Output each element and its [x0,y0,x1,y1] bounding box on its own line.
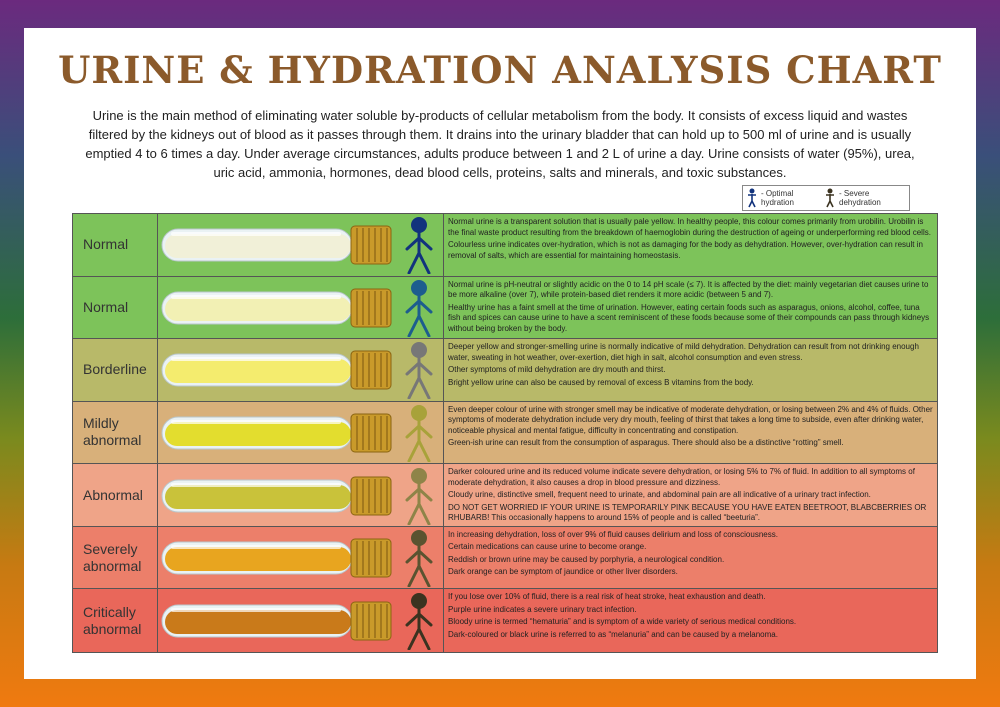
description-paragraph: In increasing dehydration, loss of over 9% of fluid causes delirium and loss of consciousness. [448,529,778,539]
description-paragraph: DO NOT GET WORRIED IF YOUR URINE IS TEMPORARILY PINK BECAUSE YOU HAVE EATEN BEETROOT, BLABCBERRIES OR RHUBARB! This occasionally happens to around 15% of people and is called “beeturia”. [448,502,927,523]
row-description [443,464,937,526]
table-row [73,464,937,527]
person-icon [399,341,439,399]
description-paragraph: Purple urine indicates a severe urinary tract infection. [448,604,637,614]
description-paragraph: Bright yellow urine can also be caused by removal of excess B vitamins from the body. [448,377,754,387]
row-label: Critically abnormal [73,589,158,652]
person-icon-blue [747,188,757,208]
urine-tube [161,474,393,518]
person-icon [399,529,439,587]
urine-tube [161,348,393,392]
row-description [443,277,937,339]
row-label: Normal [73,277,158,339]
person-icon [399,404,439,462]
description-paragraph: If you lose over 10% of fluid, there is a real risk of heat stroke, heat exhaustion and death. [448,592,766,602]
description-paragraph: Certain medications can cause urine to become orange. [448,542,647,552]
row-label: Abnormal [73,464,158,526]
table-row [73,214,937,277]
row-label: Mildly abnormal [73,402,158,464]
person-icon [399,467,439,525]
row-description [443,339,937,401]
person-icon [399,216,439,274]
content-area [24,28,976,679]
urine-tube [161,223,393,267]
description-paragraph: Normal urine is pH-neutral or slightly acidic on the 0 to 14 pH scale (≤ 7). It is affected by the diet: mainly vegetarian diet causes urine to be more alkaline (over 7), while protein-based diet renders it more acidic (between 5 and 7). [448,279,929,300]
copyright-footer: © C3 LLC 2014. This information is provided for education only and does not constitute medical advice [739,671,966,677]
description-paragraph: Green-ish urine can result from the consumption of asparagus. There should also be a distinctive “rotting” smell. [448,438,844,448]
row-description [443,589,937,652]
row-label: Normal [73,214,158,276]
table-row [73,402,937,465]
description-paragraph: Reddish or brown urine may be caused by porphyria, a neurological condition. [448,554,725,564]
row-description [443,527,937,589]
legend-optimal: - Optimal hydration [761,189,794,207]
description-paragraph: Even deeper colour of urine with stronger smell may be indicative of moderate dehydration, or losing between 2% and 4% of fluids. Other symptoms of moderate dehydration include very dry mouth, feeling of thirst that takes a long time to subside, even after drinking water, noticeable physical and mental fatigue, difficulty in concentrating and constipation. [448,404,933,435]
legend [742,185,910,211]
table-row [73,277,937,340]
description-paragraph: Dark-coloured or black urine is referred to as “melanuria” and can be caused by a melanoma. [448,629,778,639]
description-paragraph: Dark orange can be symptom of jaundice or other liver disorders. [448,567,678,577]
row-description [443,214,937,276]
person-icon-dark [825,188,835,208]
person-icon [399,279,439,337]
urine-tube [161,411,393,455]
urine-tube [161,536,393,580]
table-row [73,527,937,590]
description-paragraph: Colourless urine indicates over-hydration, which is not as damaging for the body as dehydration. However, over-hydration can result in removal of salts, which are essential for maintaining homeostasis. [448,240,923,260]
description-paragraph: Cloudy urine, distinctive smell, frequent need to urinate, and abdominal pain are all indicative of a urinary tract infection. [448,490,871,500]
row-label: Borderline [73,339,158,401]
urine-tube [161,599,393,643]
description-paragraph: Deeper yellow and stronger-smelling urine is normally indicative of mild dehydration. Dehydration can result from not drinking enough water, sweating in hot weather, over-exertion, diet high in salt, alcohol consumption and even stress. [448,342,919,362]
description-paragraph: Healthy urine has a faint smell at the time of urination. However, eating certain foods such as asparagus, onions, alcohol, coffee, tuna fish and spices can cause urine to have a scent reminiscent of these foods because some of their compounds can pass through kidneys without being broken by the body. [448,302,930,333]
description-paragraph: Bloody urine is termed “hematuria” and is symptom of a wide variety of serious medical conditions. [448,617,797,627]
person-icon [399,592,439,650]
description-paragraph: Other symptoms of mild dehydration are dry mouth and thirst. [448,365,666,375]
table-row [73,339,937,402]
description-paragraph: Darker coloured urine and its reduced volume indicate severe dehydration, or losing 5% to 7% of fluid. In addition to all symptoms of moderate dehydration, it also causes a drop in blood pressure and dizziness. [448,467,915,487]
row-label: Severely abnormal [73,527,158,589]
table-row [73,589,937,652]
intro-text: Urine is the main method of eliminating water soluble by-products of cellular metabolism from the body. It consists of excess liquid and wastes filtered by the kidneys out of blood as it passes through them. It drains into the urinary bladder that can hold up to 500 ml of urine and is usually emptied 4 to 6 times a day. Under average circumstances, adults produce between 1 and 2 L of urine a day. Urine consists of water (95%), urea, uric acid, ammonia, hormones, dead blood cells, proteins, salts and minerals, and toxic substances. [85,108,915,180]
row-description [443,402,937,464]
hydration-table [72,213,938,653]
description-paragraph: Normal urine is a transparent solution that is usually pale yellow. In healthy people, this colour comes primarily from urobilin. Urobilin is the final waste product resulting from the breakdown of haemoglobin during the destruction of ageing or underperforming red blood cells. [448,217,931,237]
legend-severe: - Severe dehydration [839,189,881,207]
urine-tube [161,286,393,330]
page-title: URINE & HYDRATION ANALYSIS CHART [58,48,942,92]
